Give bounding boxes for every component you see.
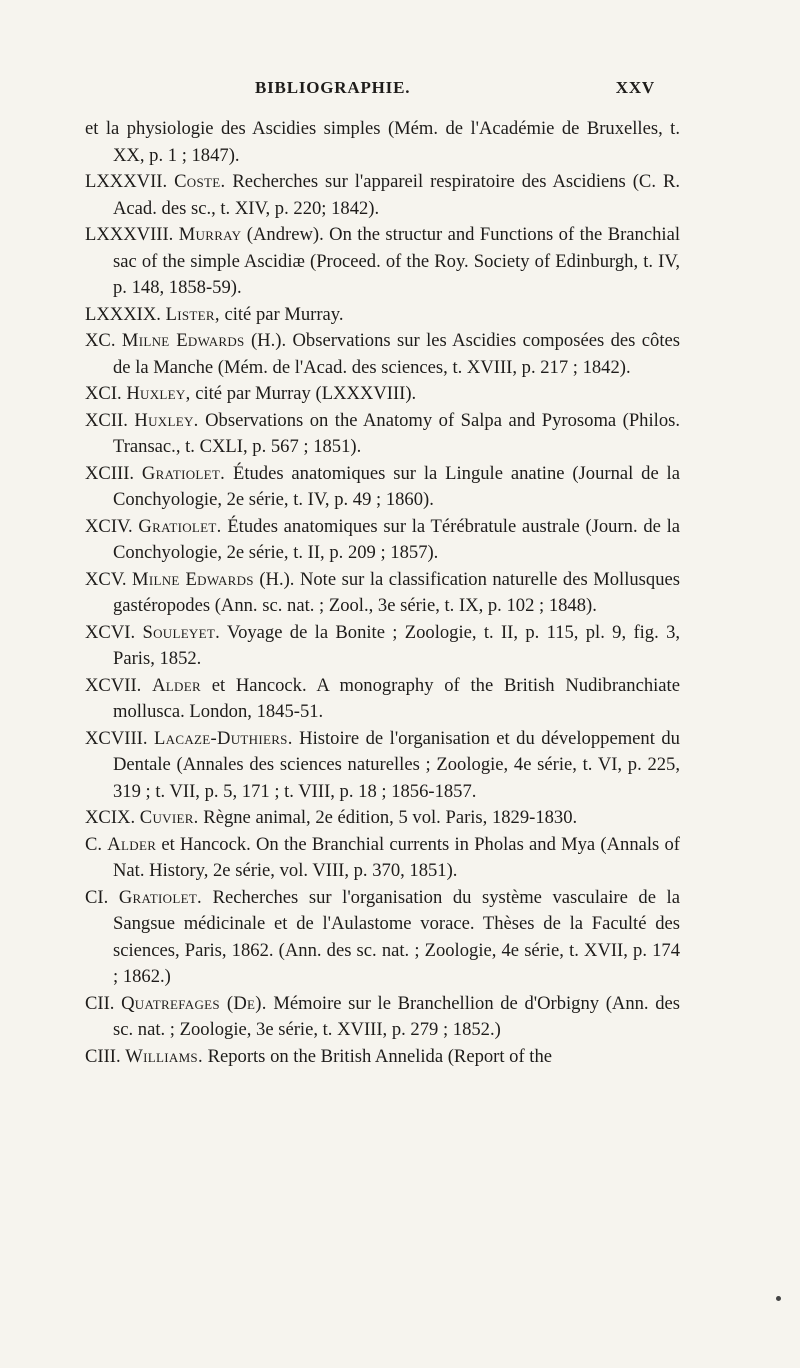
entry-citation: et la physiologie des Ascidies simples (Mém. de l'Académie de Bruxelles, t. XX, p. 1 ; 1847). — [85, 118, 680, 166]
entry-number: XCIX. — [85, 807, 136, 828]
bibliography-entry — [85, 991, 680, 1044]
entry-author: Quatrefages (De). — [121, 992, 267, 1014]
entry-number: XCVII. — [85, 674, 142, 696]
entry-number: XCVI. — [85, 621, 136, 643]
entry-author: Alder — [152, 674, 201, 696]
ink-speck — [776, 1296, 781, 1301]
bibliography-entry — [85, 169, 680, 222]
entry-citation: Études anatomiques sur la Lingule anatine (Journal de la Conchyologie, 2e série, t. IV, p. 49 ; 1860). — [113, 462, 680, 510]
entry-number: CII. — [85, 992, 115, 1014]
entry-citation: Règne animal, 2e édition, 5 vol. Paris, 1829-1830. — [203, 807, 578, 828]
page-header-title: BIBLIOGRAPHIE. — [255, 78, 411, 97]
entry-citation: Recherches sur l'appareil respiratoire des Ascidiens (C. R. Acad. des sc., t. XIV, p. 220; 1842). — [113, 171, 680, 219]
entry-number: XCV. — [85, 568, 127, 590]
bibliography-entry — [85, 726, 680, 806]
entry-number: XCII. — [85, 409, 128, 431]
entry-citation: Recherches sur l'organisation du système vasculaire de la Sangsue médicinale et de l'Aulastome vorace. Thèses de la Faculté des sciences, Paris, 1862. (Ann. des sc. nat. ; Zoologie, 4e série, t. XVII, p. 174 ; 1862.) — [113, 886, 680, 987]
entry-author: Gratiolet. — [118, 886, 203, 908]
entry-author: Milne Edwards — [121, 330, 245, 351]
entry-author: Murray — [178, 224, 242, 245]
entry-author: Williams. — [125, 1045, 203, 1067]
bibliography-entry — [85, 116, 680, 169]
entry-number: LXXXIX. — [85, 303, 161, 325]
entry-number: XCVIII. — [85, 727, 148, 749]
bibliography-entry — [85, 805, 680, 832]
entry-author: Huxley. — [134, 409, 199, 431]
entry-citation: (Andrew). On the structur and Functions of the Branchial sac of the simple Ascidiæ (Proceed. of the Roy. Society of Edinburgh, t. IV, p. 148, 1858-59). — [113, 224, 680, 298]
entry-citation: cité par Murray. — [224, 303, 344, 325]
entry-citation: Études anatomiques sur la Térébratule australe (Journ. de la Conchyologie, 2e série, t. II, p. 209 ; 1857). — [113, 515, 681, 563]
entry-author: Gratiolet. — [138, 515, 222, 537]
bibliography-entry — [85, 885, 680, 991]
entry-number: XC. — [85, 330, 116, 351]
bibliography-entry — [85, 1044, 680, 1071]
entry-author: Souleyet. — [142, 621, 221, 643]
entry-number: XCI. — [85, 383, 122, 404]
entry-citation: Histoire de l'organisation et du développement du Dentale (Annales des sciences naturelles ; Zoologie, 4e série, t. VI, p. 225, 319 ; t. VII, p. 5, 171 ; t. VIII, p. 18 ; 1856-1857. — [113, 727, 680, 802]
entry-author: Lacaze-Duthiers. — [154, 727, 293, 749]
entry-number: XCIII. — [85, 462, 135, 484]
entry-author: Milne Edwards — [132, 568, 254, 590]
entry-author: Gratiolet. — [141, 462, 226, 484]
entry-author: Huxley, — [126, 383, 191, 404]
bibliography-entry — [85, 408, 680, 461]
bibliography-entry — [85, 222, 680, 302]
bibliography-entry — [85, 620, 680, 673]
bibliography-entry — [85, 832, 680, 885]
entry-citation: et Hancock. On the Branchial currents in Pholas and Mya (Annals of Nat. History, 2e série, vol. VIII, p. 370, 1851). — [113, 833, 680, 881]
bibliography-entry — [85, 302, 680, 329]
bibliography-entry — [85, 381, 680, 408]
entry-author: Coste. — [174, 171, 226, 192]
entry-citation: Mémoire sur le Branchellion de d'Orbigny (Ann. des sc. nat. ; Zoologie, 3e série, t. XVIII, p. 279 ; 1852.) — [113, 992, 680, 1040]
bibliography-entry — [85, 673, 680, 726]
entry-citation: cité par Murray (LXXXVIII). — [195, 383, 417, 404]
page-number: XXV — [615, 78, 655, 97]
entry-citation: et Hancock. A monography of the British Nudibranchiate mollusca. London, 1845-51. — [113, 674, 680, 722]
bibliography-list — [85, 116, 680, 1070]
entry-number: LXXXVIII. — [85, 224, 174, 245]
entry-citation: Voyage de la Bonite ; Zoologie, t. II, p. 115, pl. 9, fig. 3, Paris, 1852. — [113, 621, 681, 669]
entry-citation: (H.). Observations sur les Ascidies composées des côtes de la Manche (Mém. de l'Acad. des sciences, t. XVIII, p. 217 ; 1842). — [113, 330, 680, 378]
entry-number: C. — [85, 833, 103, 855]
entry-citation: (H.). Note sur la classification naturelle des Mollusques gastéropodes (Ann. sc. nat. ; Zool., 3e série, t. IX, p. 102 ; 1848). — [113, 568, 680, 616]
entry-number: CIII. — [85, 1045, 121, 1067]
entry-author: Alder — [107, 833, 157, 855]
entry-citation: Reports on the British Annelida (Report of the — [207, 1045, 553, 1067]
bibliography-entry — [85, 514, 680, 567]
entry-author: Lister, — [165, 303, 220, 325]
entry-number: LXXXVII. — [85, 171, 168, 192]
bibliography-entry — [85, 328, 680, 381]
entry-number: XCIV. — [85, 515, 133, 537]
bibliography-entry — [85, 567, 680, 620]
entry-author: Cuvier. — [139, 807, 199, 828]
entry-citation: Observations on the Anatomy of Salpa and Pyrosoma (Philos. Transac., t. CXLI, p. 567 ; 1851). — [113, 409, 680, 457]
entry-number: CI. — [85, 886, 109, 908]
bibliography-entry — [85, 461, 680, 514]
